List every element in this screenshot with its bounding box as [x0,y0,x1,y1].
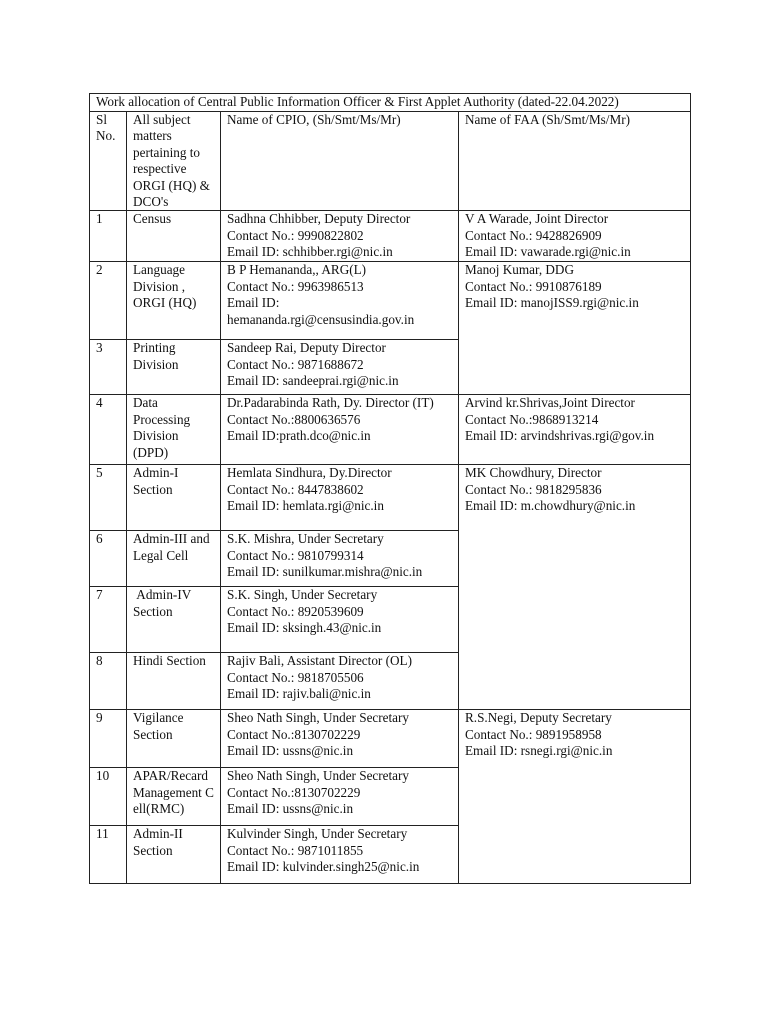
subject-cell: Admin-IV Section [127,587,221,653]
cpio-email: Email ID: sksingh.43@nic.in [227,620,382,636]
sl-no: 9 [90,710,127,768]
cpio-name: Sadhna Chhibber, Deputy Director [227,211,411,227]
cpio-name: B P Hemananda,, ARG(L) [227,262,367,278]
faa-contact: Contact No.: 9818295836 [465,481,602,497]
subject-cell: Admin-III and Legal Cell [127,531,221,587]
sl-no: 8 [90,653,127,710]
cpio-contact: Contact No.: 8920539609 [227,603,364,619]
cpio-email: Email ID: sunilkumar.mishra@nic.in [227,564,423,580]
subject-cell: Hindi Section [127,653,221,710]
sl-no: 6 [90,531,127,587]
cpio-contact: Contact No.: 9818705506 [227,669,364,685]
cpio-cell [221,587,459,653]
faa-cell [459,262,691,395]
cpio-email-address: hemananda.rgi@censusindia.gov.in [227,311,415,327]
header-sl-line2: No. [96,128,116,144]
header-faa: Name of FAA (Sh/Smt/Ms/Mr) [459,112,691,211]
subject-cell: Printing Division [127,340,221,395]
faa-cell [459,465,691,710]
cpio-cell [221,826,459,884]
sl-no: 5 [90,465,127,531]
cpio-contact: Contact No.:8800636576 [227,411,361,427]
subject-cell: Data Processing Division (DPD) [127,395,221,465]
faa-email: Email ID: m.chowdhury@nic.in [465,498,636,514]
cpio-name: Sheo Nath Singh, Under Secretary [227,768,410,784]
cpio-name: Rajiv Bali, Assistant Director (OL) [227,653,412,669]
cpio-contact: Contact No.: 9871688672 [227,356,364,372]
work-allocation-table [89,93,691,884]
faa-contact: Contact No.:9868913214 [465,411,599,427]
faa-name: R.S.Negi, Deputy Secretary [465,710,612,726]
sl-no: 11 [90,826,127,884]
cpio-contact: Contact No.:8130702229 [227,784,361,800]
faa-name: V A Warade, Joint Director [465,211,609,227]
cpio-email: Email ID: ussns@nic.in [227,743,354,759]
table-header-row [90,112,691,211]
cpio-contact: Contact No.: 9963986513 [227,278,364,294]
cpio-contact: Contact No.: 9990822802 [227,227,364,243]
cpio-email: Email ID: schhibber.rgi@nic.in [227,244,393,260]
cpio-contact: Contact No.: 8447838602 [227,481,364,497]
cpio-cell [221,211,459,262]
faa-contact: Contact No.: 9428826909 [465,227,602,243]
cpio-email: Email ID: rajiv.bali@nic.in [227,686,371,702]
sl-no: 2 [90,262,127,340]
header-sl-line1: Sl [96,112,107,127]
cpio-cell [221,653,459,710]
faa-email: Email ID: arvindshrivas.rgi@gov.in [465,428,655,444]
cpio-email: Email ID: hemlata.rgi@nic.in [227,498,384,514]
table-row [90,262,691,340]
table-row [90,211,691,262]
cpio-name: Sheo Nath Singh, Under Secretary [227,710,410,726]
cpio-name: Dr.Padarabinda Rath, Dy. Director (IT) [227,395,434,411]
faa-cell [459,710,691,884]
cpio-cell [221,710,459,768]
subject-cell: Census [127,211,221,262]
sl-no: 7 [90,587,127,653]
subject-cell: APAR/Recard Management Cell(RMC) [127,768,221,826]
faa-cell [459,395,691,465]
subject-cell: Admin-I Section [127,465,221,531]
cpio-name: Hemlata Sindhura, Dy.Director [227,465,392,481]
cpio-cell [221,395,459,465]
sl-no: 1 [90,211,127,262]
cpio-contact: Contact No.: 9810799314 [227,547,364,563]
cpio-name: S.K. Mishra, Under Secretary [227,531,384,547]
sl-no: 4 [90,395,127,465]
cpio-name: Kulvinder Singh, Under Secretary [227,826,408,842]
cpio-email: Email ID: [227,295,280,311]
faa-contact: Contact No.: 9891958958 [465,726,602,742]
cpio-cell [221,531,459,587]
faa-name: MK Chowdhury, Director [465,465,602,481]
header-subject: All subject matters pertaining to respective ORGI (HQ) & DCO's [127,112,221,211]
subject-cell: Admin-II Section [127,826,221,884]
table-row [90,465,691,531]
subject-cell: Language Division , ORGI (HQ) [127,262,221,340]
faa-email: Email ID: manojISS9.rgi@nic.in [465,295,639,311]
table-title-row [90,94,691,112]
cpio-email: Email ID: kulvinder.singh25@nic.in [227,859,420,875]
sl-no: 10 [90,768,127,826]
cpio-email: Email ID: sandeeprai.rgi@nic.in [227,373,399,389]
cpio-cell [221,768,459,826]
table-row [90,710,691,768]
cpio-contact: Contact No.: 9871011855 [227,842,364,858]
cpio-name: Sandeep Rai, Deputy Director [227,340,386,356]
cpio-contact: Contact No.:8130702229 [227,726,361,742]
faa-email: Email ID: rsnegi.rgi@nic.in [465,743,613,759]
cpio-name: S.K. Singh, Under Secretary [227,587,378,603]
table-row [90,395,691,465]
faa-contact: Contact No.: 9910876189 [465,278,602,294]
faa-name: Arvind kr.Shrivas,Joint Director [465,395,635,411]
header-sl-no [90,112,127,211]
header-cpio: Name of CPIO, (Sh/Smt/Ms/Mr) [221,112,459,211]
cpio-cell [221,340,459,395]
faa-name: Manoj Kumar, DDG [465,262,574,278]
subject-cell: Vigilance Section [127,710,221,768]
sl-no: 3 [90,340,127,395]
cpio-cell [221,262,459,340]
cpio-email: Email ID:prath.dco@nic.in [227,428,371,444]
faa-email: Email ID: vawarade.rgi@nic.in [465,244,631,260]
cpio-cell [221,465,459,531]
faa-cell [459,211,691,262]
table-title: Work allocation of Central Public Information Officer & First Applet Authority (dated-22.04.2022) [90,94,691,112]
cpio-email: Email ID: ussns@nic.in [227,801,354,817]
